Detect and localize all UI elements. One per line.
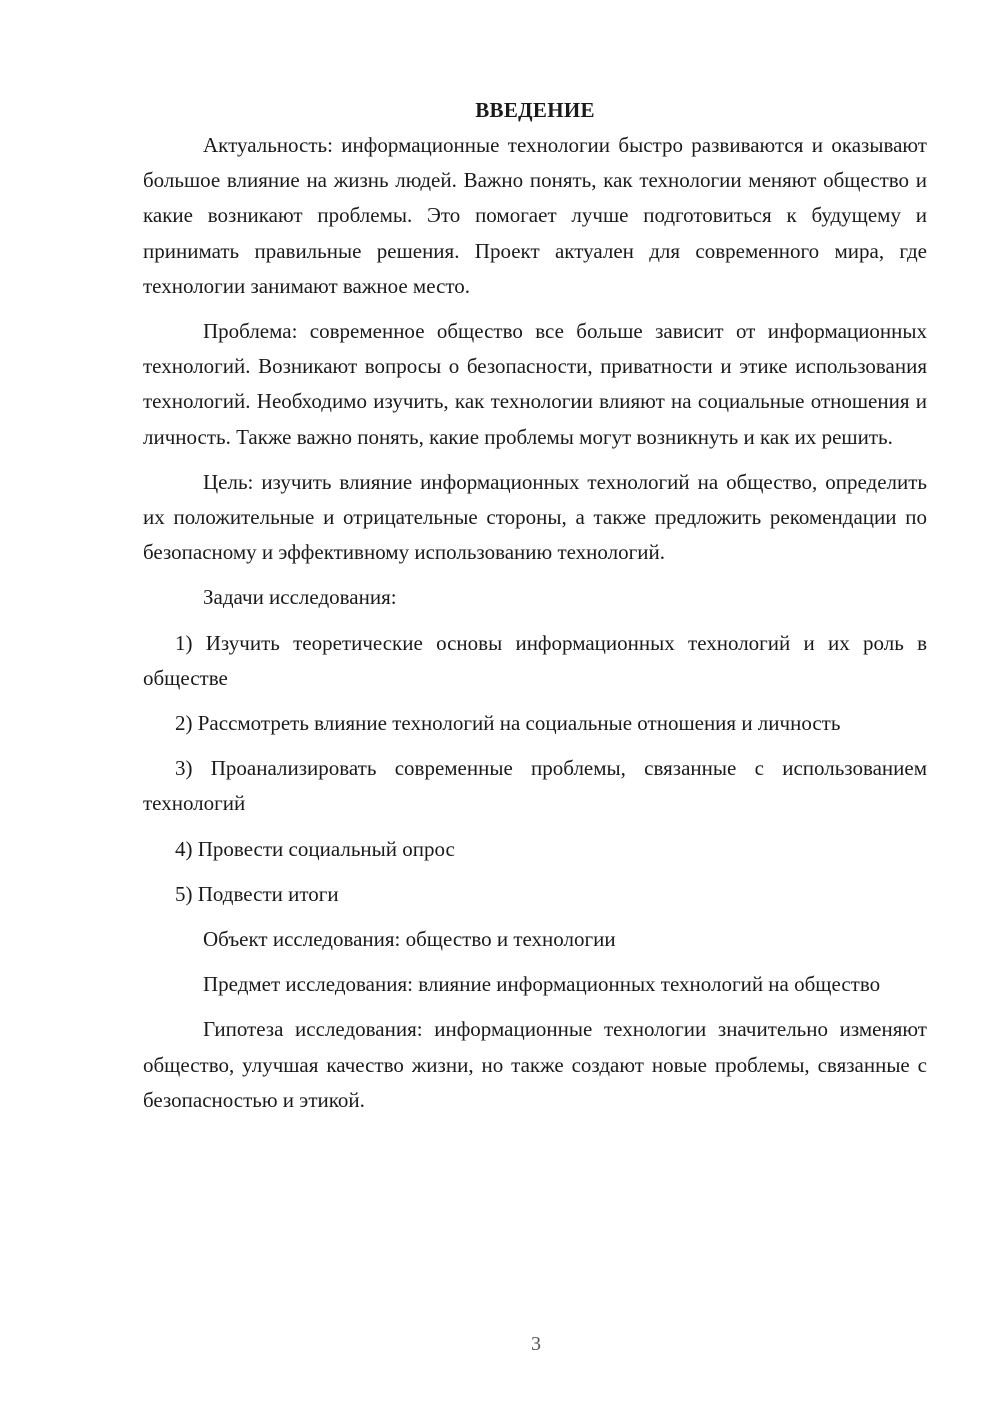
page-number: 3 <box>531 1333 541 1355</box>
problem-paragraph: Проблема: современное общество все больше зависит от информационных технологий. Возникают вопросы о безопасности, приватности и этике использования технологий. Необходимо изучить, как технологии влияют на социальные отношения и личность. Также важно понять, какие проблемы могут возникнуть и как их решить. <box>143 319 927 449</box>
document-page <box>143 95 927 1128</box>
task-item-4: 4) Провести социальный опрос <box>175 836 455 861</box>
research-object: Объект исследования: общество и технологии <box>203 927 616 952</box>
tasks-heading: Задачи исследования: <box>203 585 397 610</box>
task-item-5: 5) Подвести итоги <box>175 881 339 906</box>
research-hypothesis: Гипотеза исследования: информационные технологии значительно изменяют общество, улучшая качество жизни, но также создают новые проблемы, связанные с безопасностью и этикой. <box>143 1017 927 1112</box>
task-item-3: 3) Проанализировать современные проблемы, связанные с использованием технологий <box>143 756 927 816</box>
task-item-2: 2) Рассмотреть влияние технологий на социальные отношения и личность <box>175 711 841 736</box>
goal-paragraph: Цель: изучить влияние информационных технологий на общество, определить их положительные и отрицательные стороны, а также предложить рекомендации по безопасному и эффективному использованию технологий. <box>143 469 927 565</box>
relevance-paragraph: Актуальность: информационные технологии быстро развиваются и оказывают большое влияние на жизнь людей. Важно понять, как технологии меняют общество и какие возникают проблемы. Это помогает лучше подготовиться к будущему и принимать правильные решения. Проект актуален для современного мира, где технологии занимают важное место. <box>143 133 927 298</box>
task-item-1: 1) Изучить теоретические основы информационных технологий и их роль в обществе <box>143 630 927 690</box>
research-subject: Предмет исследования: влияние информационных технологий на общество <box>203 972 881 997</box>
section-title: ВВЕДЕНИЕ <box>475 98 595 122</box>
